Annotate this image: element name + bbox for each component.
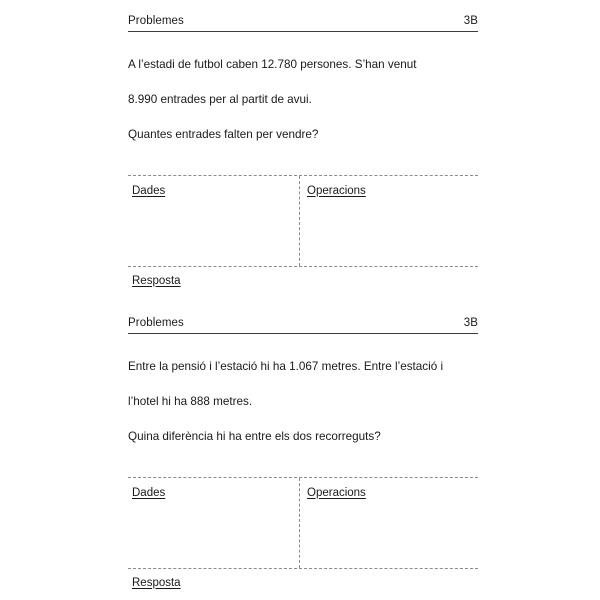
page-title: Problemes xyxy=(128,15,184,27)
data-column[interactable] xyxy=(128,478,299,568)
operations-column-label: Operacions xyxy=(307,184,366,197)
worksheet-code-badge: 3B xyxy=(463,317,478,329)
operations-column-input[interactable] xyxy=(307,199,478,284)
worksheet-problem-2 xyxy=(128,316,478,591)
answer-label: Resposta xyxy=(132,274,181,287)
worksheet-header xyxy=(128,14,478,32)
operations-column-label: Operacions xyxy=(307,486,366,499)
data-column-label: Dades xyxy=(132,184,166,197)
worksheet-header xyxy=(128,316,478,334)
work-area xyxy=(128,175,478,267)
statement-line: l’hotel hi ha 888 metres. xyxy=(128,394,253,408)
answer-label: Resposta xyxy=(132,576,181,589)
statement-line: 8.990 entrades per al partit de avui. xyxy=(128,92,312,106)
page-title: Problemes xyxy=(128,317,184,329)
work-area xyxy=(128,477,478,569)
problem-statement xyxy=(128,32,478,161)
statement-line: A l’estadi de futbol caben 12.780 persones. S’han venut xyxy=(128,57,417,71)
worksheet-code-badge: 3B xyxy=(463,15,478,27)
operations-column[interactable] xyxy=(299,478,478,568)
statement-line: Quina diferència hi ha entre els dos recorreguts? xyxy=(128,429,381,443)
problem-statement xyxy=(128,334,478,463)
data-column[interactable] xyxy=(128,176,299,266)
statement-line: Quantes entrades falten per vendre? xyxy=(128,127,319,141)
worksheet-problem-1 xyxy=(128,14,478,289)
operations-column[interactable] xyxy=(299,176,478,266)
operations-column-input[interactable] xyxy=(307,501,478,586)
statement-line: Entre la pensió i l’estació hi ha 1.067 metres. Entre l’estació i xyxy=(128,359,444,373)
data-column-label: Dades xyxy=(132,486,166,499)
